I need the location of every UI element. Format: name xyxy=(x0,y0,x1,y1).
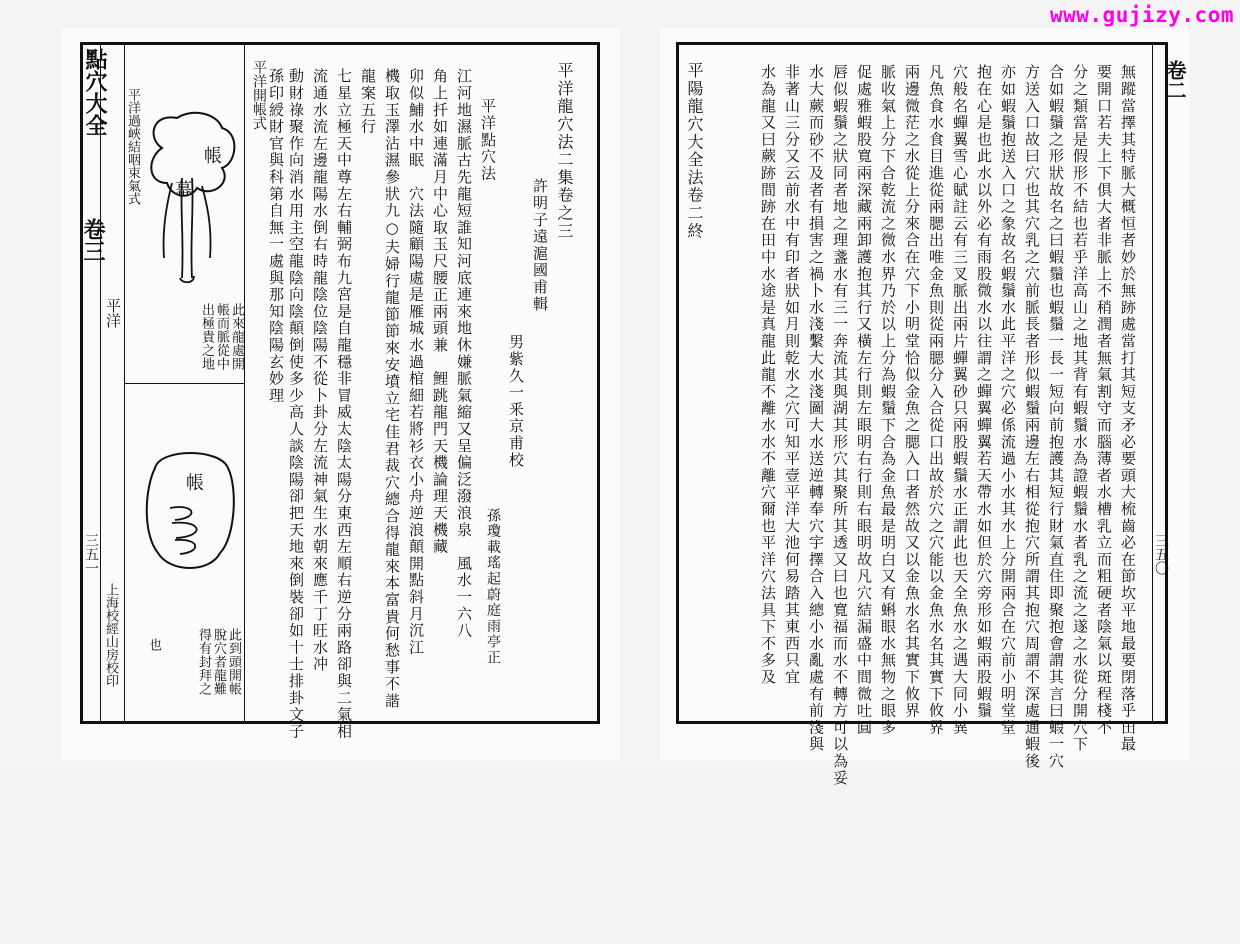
left-margin-header: 點穴大全 xyxy=(82,48,108,136)
right-text-column: 水大蕨而砂不及者有損害之禍卜水淺繫大水淺圖大水送逆轉奉穴宇擇合入總小水亂處有前淺與 xyxy=(807,64,825,753)
watermark: www.gujizy.com xyxy=(1049,3,1234,27)
right-text-column: 亦如蝦鬚抱送入口之象故名蝦鬚水此平洋之穴必係流過小水其水上分開兩合在穴前小明堂堂 xyxy=(999,64,1017,736)
right-text-column: 抱在心是也此水以外必有雨股微水以往謂之蟬翼蟬翼若天帶水如但於穴旁形如蝦兩股蝦鬚 xyxy=(975,64,993,720)
left-text-column: 動財祿聚作向消水用主空龍陰向陰顛倒使多少高人談陰陽卻把天地來倒裝卻如十士排卦文子 xyxy=(287,68,305,740)
figure2-caption-1: 此到頭開帳 xyxy=(226,628,241,696)
left-text-column: 機取玉澤沾濕參狀九○夫婦行龍節節來安墳立宅佳君裁穴總合得龍來本富貴何愁事不諧 xyxy=(383,68,401,710)
right-text-column: 非著山三分又云前水中有印者狀如月則乾水之穴可知平壹平洋大池何易踏其東西只宜 xyxy=(783,64,801,686)
right-text-column: 合如蝦鬚之形狀故名之曰蝦鬚也蝦鬚一長一短向前抱護其短行財氣直住即聚抱會謂其言曰蝦一穴 xyxy=(1047,64,1065,770)
right-margin-rule xyxy=(1152,45,1153,721)
left-text-column: 龍案五行 xyxy=(359,68,377,136)
right-text-column: 唇似蝦鬚之狀同者地之理盞水有三一奔流其與湖其形穴其聚所其透又曰也寬福而水不轉方可以為妥 xyxy=(831,64,849,787)
right-text-column: 水為龍又曰蕨跡間跡在田中水途是真龍此龍不離水水不離穴爾也平洋穴法具下不多及 xyxy=(759,64,777,686)
figure2-caption-4: 也 xyxy=(146,638,161,652)
right-margin-page-number: 三五〇 xyxy=(1153,533,1169,575)
figure1-label-mid: 幕 xyxy=(171,180,191,197)
right-text-column: 凡魚食水食目進從兩腮出唯金魚則從兩腮分入合從口出故於穴之穴能以金魚水名其實下攸界 xyxy=(927,64,945,736)
figure1-caption-2: 帳而脈從中 xyxy=(214,303,229,371)
left-text-column: 孫瓊載瑤起蔚庭雨亭正 xyxy=(485,508,501,666)
left-page xyxy=(62,28,620,760)
right-text-column: 兩邊微茫之水從上分來合在穴下小明堂恰似金魚之腮入口者然故又以金魚水名其實下攸界 xyxy=(903,64,921,720)
figure2-label: 帳 xyxy=(183,473,204,491)
left-margin-publisher: 上海校經山房校印 xyxy=(103,583,118,687)
figure1-title: 平洋過峽結咽束氣式 xyxy=(125,88,140,205)
figure1-caption-1: 此來龍處開 xyxy=(229,303,244,371)
figure2-caption-3: 得有封拜之 xyxy=(196,628,211,696)
left-margin-volume: 卷三 xyxy=(80,218,106,262)
right-text-column: 無蹤當擇其特脈大概恒者妙於無跡處當打其短支矛必要頭大梳齒必在節坎平地最要閉落乎田最 xyxy=(1119,64,1137,753)
figure1-caption-3: 出極貴之地 xyxy=(199,303,214,371)
left-text-column: 孫印綬財官與科第自無一處與那知陰陽玄妙理 xyxy=(267,68,285,404)
right-margin-volume: 卷二 xyxy=(1163,60,1187,100)
right-text-column: 方送入口故曰穴也其穴乳之穴前脈長者形似蝦鬚兩邊左右相從抱穴所謂其抱穴周謂不深處通蝦後 xyxy=(1023,64,1041,770)
figure-panel-rule xyxy=(244,45,245,721)
right-text-column: 穴般名蟬翼雪心賦註云有三叉脈出兩片蟬翼砂只兩股蝦鬚水正謂此也天全魚水之遇大同小異 xyxy=(951,64,969,736)
right-text-column: 要開口若夫上下俱大者非脈上不稍潤者無氣割守而腦薄者水槽乳立而粗硬者陰氣以斑程棧不 xyxy=(1095,64,1113,736)
left-text-column: 許明子遠滬國甫輯 xyxy=(531,178,549,313)
left-text-column: 七星立極天中尊左右輔弼布九宮是自龍穩非冒威太陰太陽分東西左順右逆分兩路卻與二氣相 xyxy=(335,68,353,740)
right-text-column: 脈收氣上分下合乾流之微水界乃於以上分為蝦鬚下合為金魚最是明白又有蝌眼水無物之眼多 xyxy=(879,64,897,736)
right-page xyxy=(660,28,1190,787)
right-text-column: 平陽龍穴大全法卷二終 xyxy=(685,62,704,240)
right-text-column: 促處雅蝦股寬兩深藏兩卸護抱其行又橫左行則左眼明右行則右眼明故凡穴結漏盛中間微吐圓 xyxy=(855,64,873,736)
left-text-column: 流通水流左邊龍陽水倒右時龍陰位陰陽不從卜卦分左流神氣生水朝來應千丁旺水冲 xyxy=(311,68,329,673)
left-text-column: 江河地濕脈古先龍短誰知河底連來地休嫌脈氣縮又呈偏泛潑浪泉 風水一六八 xyxy=(455,68,473,640)
figure1-label-top: 帳 xyxy=(201,146,222,164)
figure1-diagram xyxy=(142,108,242,298)
left-margin-section: 平洋 xyxy=(104,298,122,328)
left-text-column: 男紫久一釆京甫校 xyxy=(507,334,525,469)
left-text-column: 角上扦如連滿月中心取玉尺腰正兩頭兼 鯉跳龍門天機論理天機藏 xyxy=(431,68,449,556)
left-text-column: 平洋點穴法 xyxy=(479,98,497,182)
figure2-diagram xyxy=(140,448,240,588)
figure-divider xyxy=(124,383,244,384)
figure2-caption-2: 脫穴者龍難 xyxy=(211,628,226,696)
right-text-column: 分之類當是假形不結也若乎洋高山之地其背有蝦鬚水為證蝦鬚水者乳之流之遂之水從分開穴下 xyxy=(1071,64,1089,753)
figure2-title: 平洋開帳式 xyxy=(251,60,267,130)
left-text-column: 平洋龍穴法二集卷之三 xyxy=(555,62,574,240)
left-text-column: 卯似鯆水中眠 穴法隨顧陽處是雁城水過棺細若將衫衣小舟逆浪顛開點斜月沉江 xyxy=(407,68,425,656)
left-margin-page-number: 三五一 xyxy=(83,533,99,575)
